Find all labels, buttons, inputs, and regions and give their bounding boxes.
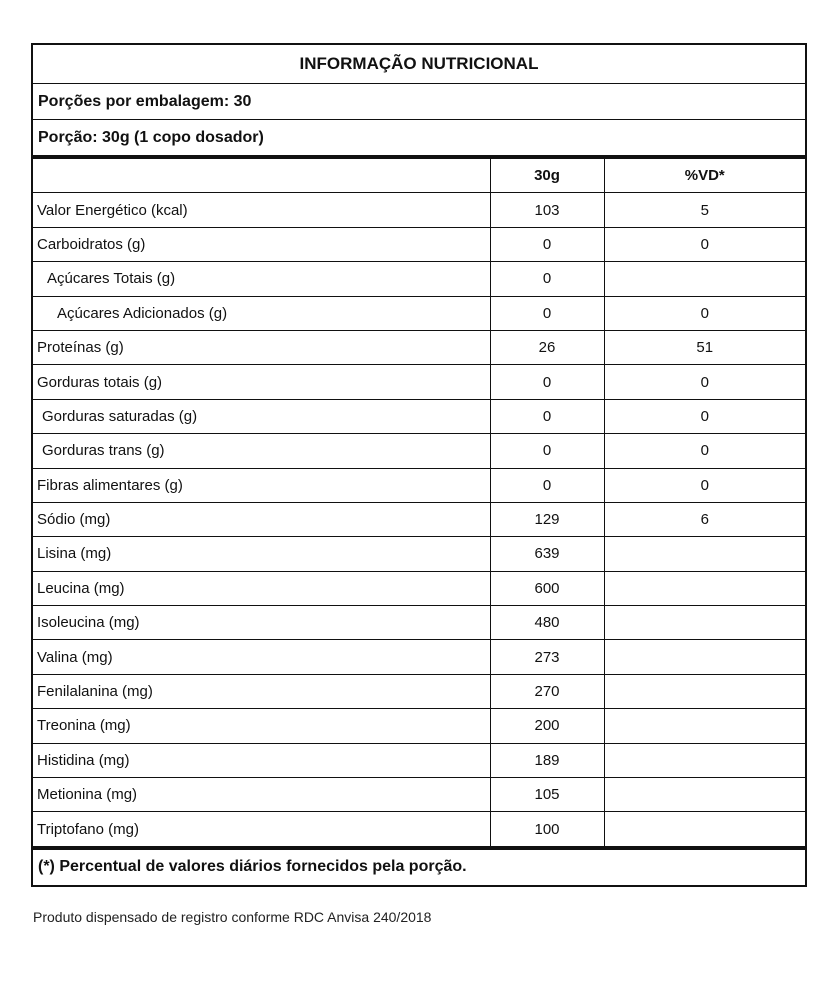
nutrient-amount: 103 — [490, 193, 604, 227]
table-row — [33, 434, 805, 468]
nutrient-daily-value — [604, 640, 805, 674]
table-row — [33, 743, 805, 777]
nutrient-name: Fibras alimentares (g) — [33, 468, 490, 502]
column-header-nutrient — [33, 159, 490, 193]
nutrient-daily-value — [604, 674, 805, 708]
nutrient-amount: 480 — [490, 606, 604, 640]
table-row — [33, 709, 805, 743]
label-title: INFORMAÇÃO NUTRICIONAL — [33, 45, 805, 84]
nutrient-amount: 200 — [490, 709, 604, 743]
footnote: (*) Percentual de valores diários fornecidos pela porção. — [33, 847, 805, 885]
nutrient-amount: 270 — [490, 674, 604, 708]
table-row — [33, 399, 805, 433]
nutrient-daily-value: 0 — [604, 365, 805, 399]
nutrient-daily-value: 5 — [604, 193, 805, 227]
nutrient-daily-value: 0 — [604, 296, 805, 330]
table-row — [33, 571, 805, 605]
nutrient-daily-value — [604, 812, 805, 846]
nutrient-amount: 0 — [490, 296, 604, 330]
table-row — [33, 330, 805, 364]
nutrient-amount: 0 — [490, 468, 604, 502]
nutrient-name: Isoleucina (mg) — [33, 606, 490, 640]
serving-size: Porção: 30g (1 copo dosador) — [33, 120, 805, 158]
nutrient-amount: 600 — [490, 571, 604, 605]
nutrient-name: Triptofano (mg) — [33, 812, 490, 846]
nutrient-name: Gorduras saturadas (g) — [33, 399, 490, 433]
nutrient-amount: 273 — [490, 640, 604, 674]
nutrient-name: Gorduras trans (g) — [33, 434, 490, 468]
nutrient-daily-value — [604, 262, 805, 296]
nutrient-name: Proteínas (g) — [33, 330, 490, 364]
table-row — [33, 468, 805, 502]
table-row — [33, 193, 805, 227]
nutrient-amount: 105 — [490, 778, 604, 812]
nutrient-name: Valor Energético (kcal) — [33, 193, 490, 227]
servings-per-package: Porções por embalagem: 30 — [33, 84, 805, 120]
nutrient-name: Treonina (mg) — [33, 709, 490, 743]
table-header-row — [33, 159, 805, 193]
nutrient-daily-value — [604, 571, 805, 605]
table-row — [33, 537, 805, 571]
registration-disclaimer: Produto dispensado de registro conforme RDC Anvisa 240/2018 — [33, 909, 432, 925]
nutrient-daily-value: 0 — [604, 468, 805, 502]
nutrient-daily-value — [604, 537, 805, 571]
column-header-amount: 30g — [490, 159, 604, 193]
nutrient-name: Gorduras totais (g) — [33, 365, 490, 399]
table-row — [33, 778, 805, 812]
nutrient-amount: 100 — [490, 812, 604, 846]
nutrient-name: Carboidratos (g) — [33, 227, 490, 261]
nutrition-facts-label — [31, 43, 807, 887]
nutrient-amount: 0 — [490, 365, 604, 399]
nutrient-name: Fenilalanina (mg) — [33, 674, 490, 708]
nutrient-amount: 26 — [490, 330, 604, 364]
nutrient-daily-value: 0 — [604, 399, 805, 433]
nutrient-daily-value: 6 — [604, 502, 805, 536]
nutrient-name: Sódio (mg) — [33, 502, 490, 536]
nutrient-name: Leucina (mg) — [33, 571, 490, 605]
table-row — [33, 262, 805, 296]
table-row — [33, 812, 805, 846]
nutrient-amount: 129 — [490, 502, 604, 536]
table-row — [33, 640, 805, 674]
nutrient-amount: 189 — [490, 743, 604, 777]
column-header-daily-value: %VD* — [604, 159, 805, 193]
nutrient-daily-value — [604, 743, 805, 777]
nutrient-name: Açúcares Totais (g) — [33, 262, 490, 296]
nutrient-daily-value: 51 — [604, 330, 805, 364]
table-row — [33, 296, 805, 330]
table-row — [33, 502, 805, 536]
nutrient-daily-value — [604, 778, 805, 812]
table-row — [33, 606, 805, 640]
nutrition-table — [33, 158, 805, 847]
nutrient-daily-value: 0 — [604, 434, 805, 468]
table-row — [33, 365, 805, 399]
table-row — [33, 674, 805, 708]
table-row — [33, 227, 805, 261]
nutrient-amount: 0 — [490, 262, 604, 296]
nutrient-amount: 0 — [490, 399, 604, 433]
nutrient-name: Histidina (mg) — [33, 743, 490, 777]
nutrient-amount: 0 — [490, 434, 604, 468]
nutrient-name: Açúcares Adicionados (g) — [33, 296, 490, 330]
nutrient-daily-value — [604, 606, 805, 640]
nutrient-amount: 0 — [490, 227, 604, 261]
nutrient-daily-value: 0 — [604, 227, 805, 261]
nutrient-name: Lisina (mg) — [33, 537, 490, 571]
nutrient-amount: 639 — [490, 537, 604, 571]
nutrient-name: Valina (mg) — [33, 640, 490, 674]
nutrient-name: Metionina (mg) — [33, 778, 490, 812]
nutrient-daily-value — [604, 709, 805, 743]
